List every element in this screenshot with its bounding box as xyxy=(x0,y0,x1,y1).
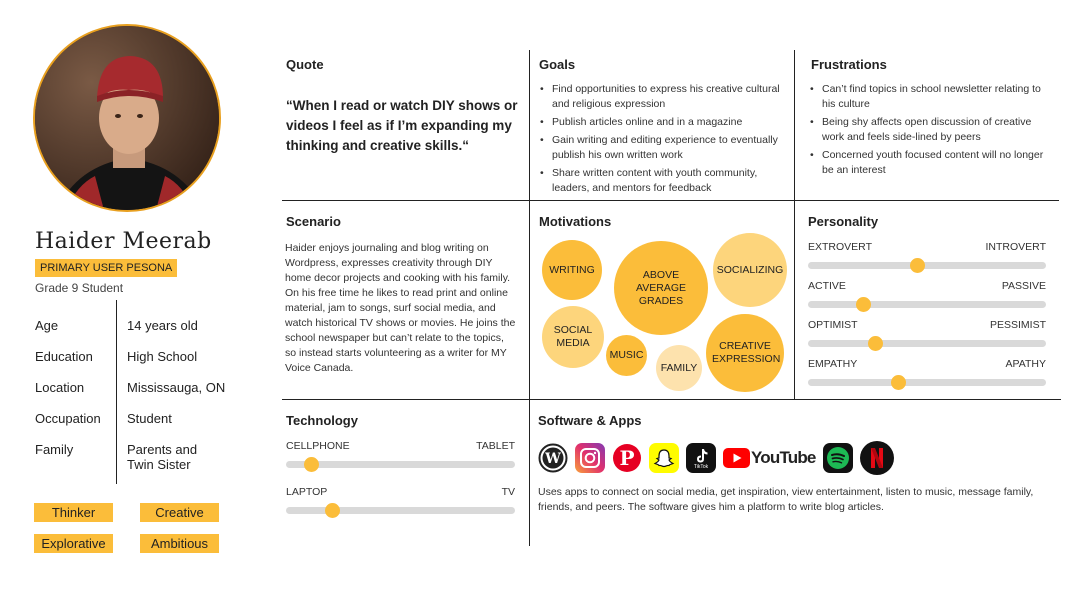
info-key-education: Education xyxy=(35,349,93,364)
personality-slider-right-label: APATHY xyxy=(1005,358,1046,370)
motivation-label: WRITING xyxy=(549,263,595,276)
personality-title: Personality xyxy=(808,214,879,229)
netflix-icon xyxy=(860,441,894,475)
info-key-occupation: Occupation xyxy=(35,411,101,426)
pinterest-icon xyxy=(612,443,642,473)
scenario-title: Scenario xyxy=(286,214,341,229)
list-item: • Can’t find topics in school newsletter relating to his culture xyxy=(810,82,1055,112)
technology-slider-right-label: TV xyxy=(501,486,515,498)
motivation-label: SOCIAL MEDIA xyxy=(553,324,593,349)
svg-text:P: P xyxy=(619,446,635,470)
info-key-family: Family xyxy=(35,442,74,457)
grade-label: Grade 9 Student xyxy=(35,281,124,295)
trait-tag: Thinker xyxy=(34,503,113,522)
trait-tag: Ambitious xyxy=(140,534,219,553)
personality-slider-right-label: PASSIVE xyxy=(1001,280,1046,292)
list-item: • Concerned youth focused content will no longer be an interest xyxy=(810,148,1055,178)
motivation-bubble xyxy=(713,233,787,307)
list-item: • Being shy affects open discussion of creative work and feels side-lined by peers xyxy=(810,115,1055,145)
list-item: • Gain writing and editing experience to eventually publish his own written work xyxy=(540,133,780,163)
personality-slider-track xyxy=(808,262,1046,269)
personality-slider-right-label: INTROVERT xyxy=(985,241,1046,253)
personality-slider-track xyxy=(808,379,1046,386)
goals-title: Goals xyxy=(539,57,576,72)
personality-slider-left-label: EMPATHY xyxy=(808,358,858,370)
motivation-label: MUSIC xyxy=(609,349,644,361)
technology-slider-knob[interactable] xyxy=(325,503,340,518)
list-item: • Share written content with youth community, leaders, and mentors for feedback xyxy=(540,166,780,196)
snapchat-icon xyxy=(649,443,679,473)
svg-text:W: W xyxy=(545,451,561,467)
motivation-bubble xyxy=(542,306,604,368)
tiktok-icon xyxy=(686,443,716,473)
info-key-location: Location xyxy=(35,380,85,395)
motivation-label: CREATIVE EXPRESSION xyxy=(712,340,781,365)
info-divider xyxy=(116,300,117,484)
personality-slider-left-label: EXTROVERT xyxy=(808,241,872,253)
motivation-bubble xyxy=(614,241,708,335)
motivation-bubble xyxy=(656,345,702,391)
technology-slider-track xyxy=(286,461,515,468)
role-badge: PRIMARY USER PESONA xyxy=(35,259,177,277)
frustrations-list xyxy=(810,82,1055,181)
grid-divider xyxy=(794,50,795,399)
info-key-age: Age xyxy=(35,318,59,333)
technology-slider-right-label: TABLET xyxy=(476,440,515,452)
personality-slider-knob[interactable] xyxy=(868,336,883,351)
spotify-icon xyxy=(823,443,853,473)
quote-title: Quote xyxy=(286,57,324,72)
instagram-icon xyxy=(575,443,605,473)
technology-title: Technology xyxy=(286,413,358,428)
scenario-text: Haider enjoys journaling and blog writing on Wordpress, expresses creativity through DIY home decor projects and cooking with his family. On his free time he likes to read print and online material, jam to songs, surf social media, and watch historical TV shows or movies. He joins the school newspaper but can’t relate to the topics, so instead starts volunteering as a writer for MY Voice Canada. xyxy=(285,242,516,374)
personality-slider-knob[interactable] xyxy=(910,258,925,273)
motivation-label: FAMILY xyxy=(660,361,698,374)
motivation-bubble xyxy=(542,240,602,300)
persona-name: Haider Meerab xyxy=(35,229,212,254)
trait-tag: Creative xyxy=(140,503,219,522)
info-value-location: Mississauga, ON xyxy=(127,380,226,395)
info-value-age: 14 years old xyxy=(127,318,198,333)
info-value-family: Parents and Twin Sister xyxy=(127,442,198,472)
personality-slider-knob[interactable] xyxy=(856,297,871,312)
frustrations-title: Frustrations xyxy=(811,57,887,72)
grid-divider xyxy=(282,200,1059,201)
motivation-label: SOCIALIZING xyxy=(716,263,784,276)
personality-slider-right-label: PESSIMIST xyxy=(989,319,1046,331)
trait-tag: Explorative xyxy=(34,534,113,553)
goals-list xyxy=(540,82,780,199)
personality-slider-left-label: OPTIMIST xyxy=(808,319,858,331)
info-value-occupation: Student xyxy=(127,411,172,426)
grid-divider xyxy=(529,50,530,546)
motivation-bubble xyxy=(706,314,784,392)
personality-slider-track xyxy=(808,301,1046,308)
quote-text: “When I read or watch DIY shows or videos I feel as if I’m expanding my thinking and creative skills.“ xyxy=(286,98,518,153)
list-item: • Publish articles online and in a magazine xyxy=(540,115,780,130)
technology-slider-left-label: CELLPHONE xyxy=(286,440,350,452)
motivation-label: ABOVE AVERAGE GRADES xyxy=(636,268,686,307)
software-description: Uses apps to connect on social media, get inspiration, view entertainment, listen to music, message family, friends, and peers. The software gives him a platform to write blog articles. xyxy=(538,486,1034,513)
personality-slider-knob[interactable] xyxy=(891,375,906,390)
motivation-bubble xyxy=(606,335,647,376)
youtube-wordmark: YouTube xyxy=(751,448,816,467)
list-item: • Find opportunities to express his creative cultural and religious expression xyxy=(540,82,780,112)
grid-divider xyxy=(282,399,1061,400)
info-value-education: High School xyxy=(127,349,198,364)
technology-slider-track xyxy=(286,507,515,514)
person-portrait-icon xyxy=(35,26,221,212)
tiktok-label: TikTok xyxy=(693,463,709,470)
technology-slider-left-label: LAPTOP xyxy=(286,486,328,498)
app-icons-row xyxy=(538,441,894,475)
personality-slider-track xyxy=(808,340,1046,347)
wordpress-icon xyxy=(538,443,568,473)
technology-slider-knob[interactable] xyxy=(304,457,319,472)
motivations-title: Motivations xyxy=(539,214,612,229)
profile-photo xyxy=(33,24,221,212)
software-title: Software & Apps xyxy=(538,413,642,428)
personality-slider-left-label: ACTIVE xyxy=(808,280,846,292)
youtube-icon xyxy=(723,448,816,468)
